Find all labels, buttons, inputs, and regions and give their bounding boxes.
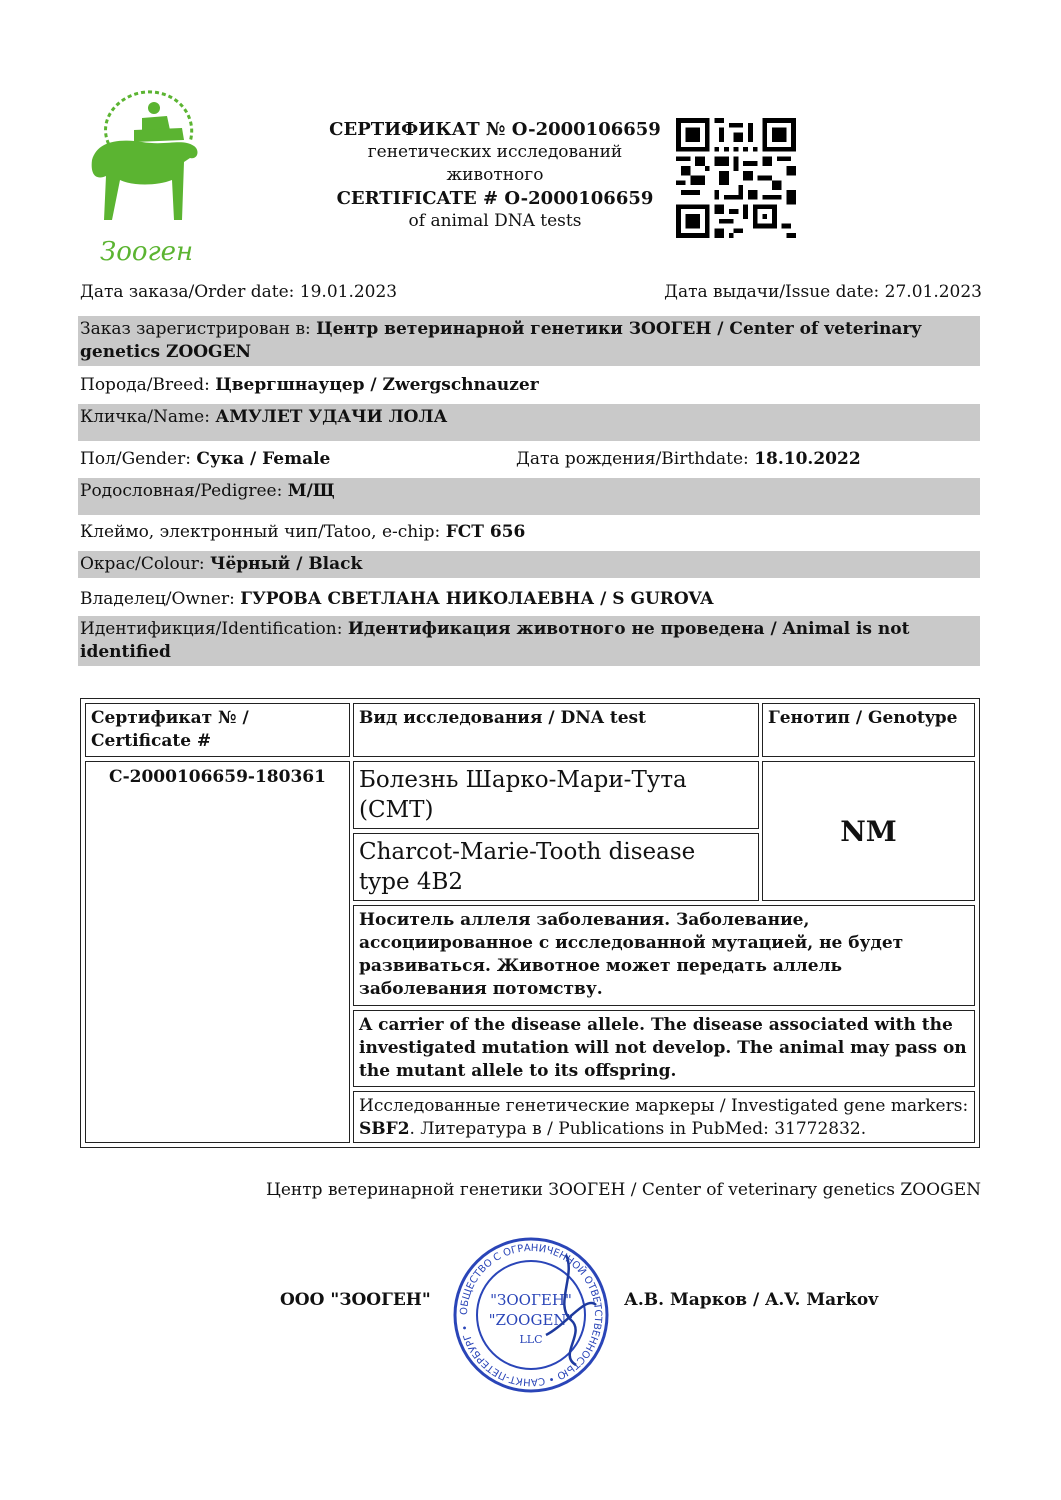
genotype-value: NM bbox=[762, 761, 975, 901]
chip-row bbox=[78, 519, 980, 546]
pedigree-value: М/Щ bbox=[287, 481, 335, 501]
signer-name: А.В. Марков / A.V. Markov bbox=[624, 1290, 879, 1310]
certificate-number: C-2000106659-180361 bbox=[85, 761, 350, 1143]
stamp-line-en: "ZOOGEN" bbox=[488, 1311, 574, 1329]
identification-row bbox=[78, 616, 980, 666]
breed-row bbox=[78, 372, 980, 399]
company-stamp-icon bbox=[446, 1235, 616, 1395]
breed-value: Цвергшнауцер / Zwergschnauzer bbox=[215, 375, 539, 395]
col-header-test: Вид исследования / DNA test bbox=[353, 703, 759, 757]
cert-subtitle-ru-1: генетических исследований bbox=[367, 142, 623, 162]
test-name-ru: Болезнь Шарко-Мари-Тута (CMT) bbox=[353, 761, 759, 829]
certificate-header bbox=[300, 118, 690, 233]
markers-note bbox=[353, 1091, 975, 1143]
description-en: A carrier of the disease allele. The disease associated with the investigated mutation will not develop. The animal may pass on the mutant allele to its offspring. bbox=[353, 1010, 975, 1087]
company-name: ООО "ЗООГЕН" bbox=[280, 1290, 431, 1310]
gender-label: Пол/Gender: bbox=[80, 449, 191, 469]
issue-date: Дата выдачи/Issue date: 27.01.2023 bbox=[664, 282, 982, 302]
stamp-line-ru: "ЗООГЕН" bbox=[490, 1291, 572, 1309]
name-value: АМУЛЕТ УДАЧИ ЛОЛА bbox=[215, 407, 448, 427]
logo-text: Зооген bbox=[100, 237, 194, 267]
cert-title-ru: СЕРТИФИКАТ № O-2000106659 bbox=[329, 119, 661, 140]
col-header-genotype: Генотип / Genotype bbox=[762, 703, 975, 757]
test-name-en: Charcot-Marie-Tooth disease type 4B2 bbox=[353, 833, 759, 901]
order-date: Дата заказа/Order date: 19.01.2023 bbox=[80, 282, 398, 302]
gender-value: Сука / Female bbox=[196, 449, 331, 469]
identification-label: Идентификция/Identification: bbox=[80, 619, 343, 639]
chip-value: FCT 656 bbox=[445, 522, 526, 542]
markers-gene: SBF2 bbox=[359, 1119, 410, 1139]
colour-row bbox=[78, 551, 980, 578]
owner-row bbox=[78, 586, 980, 613]
dates-row bbox=[80, 282, 982, 306]
zoogen-logo bbox=[72, 80, 212, 270]
pedigree-row bbox=[78, 478, 980, 515]
owner-value: ГУРОВА СВЕТЛАНА НИКОЛАЕВНА / S GUROVA bbox=[240, 589, 714, 609]
chip-label: Клеймо, электронный чип/Tatoo, e-chip: bbox=[80, 522, 441, 542]
birthdate-value: 18.10.2022 bbox=[754, 449, 861, 469]
stamp-line-llc: LLC bbox=[519, 1333, 543, 1346]
registered-label: Заказ зарегистрирован в: bbox=[80, 319, 311, 339]
name-label: Кличка/Name: bbox=[80, 407, 210, 427]
breed-label: Порода/Breed: bbox=[80, 375, 210, 395]
registered-value: Центр ветеринарной генетики ЗООГЕН / Center of veterinary genetics ZOOGEN bbox=[80, 319, 922, 362]
owner-label: Владелец/Owner: bbox=[80, 589, 235, 609]
identification-value: Идентификация животного не проведена / Animal is not identified bbox=[80, 619, 910, 662]
stamp-ring-text: ОБЩЕСТВО С ОГРАНИЧЕННОЙ ОТВЕТСТВЕННОСТЬЮ • САНКТ-ПЕТЕРБУРГ • bbox=[458, 1242, 604, 1388]
cert-title-en: CERTIFICATE # O-2000106659 bbox=[336, 188, 654, 209]
description-ru: Носитель аллеля заболевания. Заболевание, ассоциированное с исследованной мутацией, не будет развиваться. Животное может передать аллель заболевания потомству. bbox=[353, 905, 975, 1006]
pedigree-label: Родословная/Pedigree: bbox=[80, 481, 283, 501]
qr-code-icon bbox=[676, 118, 796, 238]
name-row bbox=[78, 404, 980, 441]
results-table bbox=[80, 698, 980, 1148]
colour-label: Окрас/Colour: bbox=[80, 554, 205, 574]
footer-organization: Центр ветеринарной генетики ЗООГЕН / Center of veterinary genetics ZOOGEN bbox=[266, 1180, 981, 1200]
cert-subtitle-en: of animal DNA tests bbox=[408, 211, 582, 231]
col-header-certificate: Сертификат № / Certificate # bbox=[85, 703, 350, 757]
birthdate-field bbox=[516, 448, 861, 471]
cert-subtitle-ru-2: животного bbox=[446, 165, 544, 185]
gender-row bbox=[78, 446, 980, 473]
registered-row bbox=[78, 316, 980, 366]
birthdate-label: Дата рождения/Birthdate: bbox=[516, 449, 749, 469]
markers-text: Исследованные генетические маркеры / Investigated gene markers: bbox=[359, 1096, 969, 1116]
markers-publications: . Литература в / Publications in PubMed: 31772832. bbox=[409, 1119, 867, 1139]
colour-value: Чёрный / Black bbox=[209, 554, 363, 574]
